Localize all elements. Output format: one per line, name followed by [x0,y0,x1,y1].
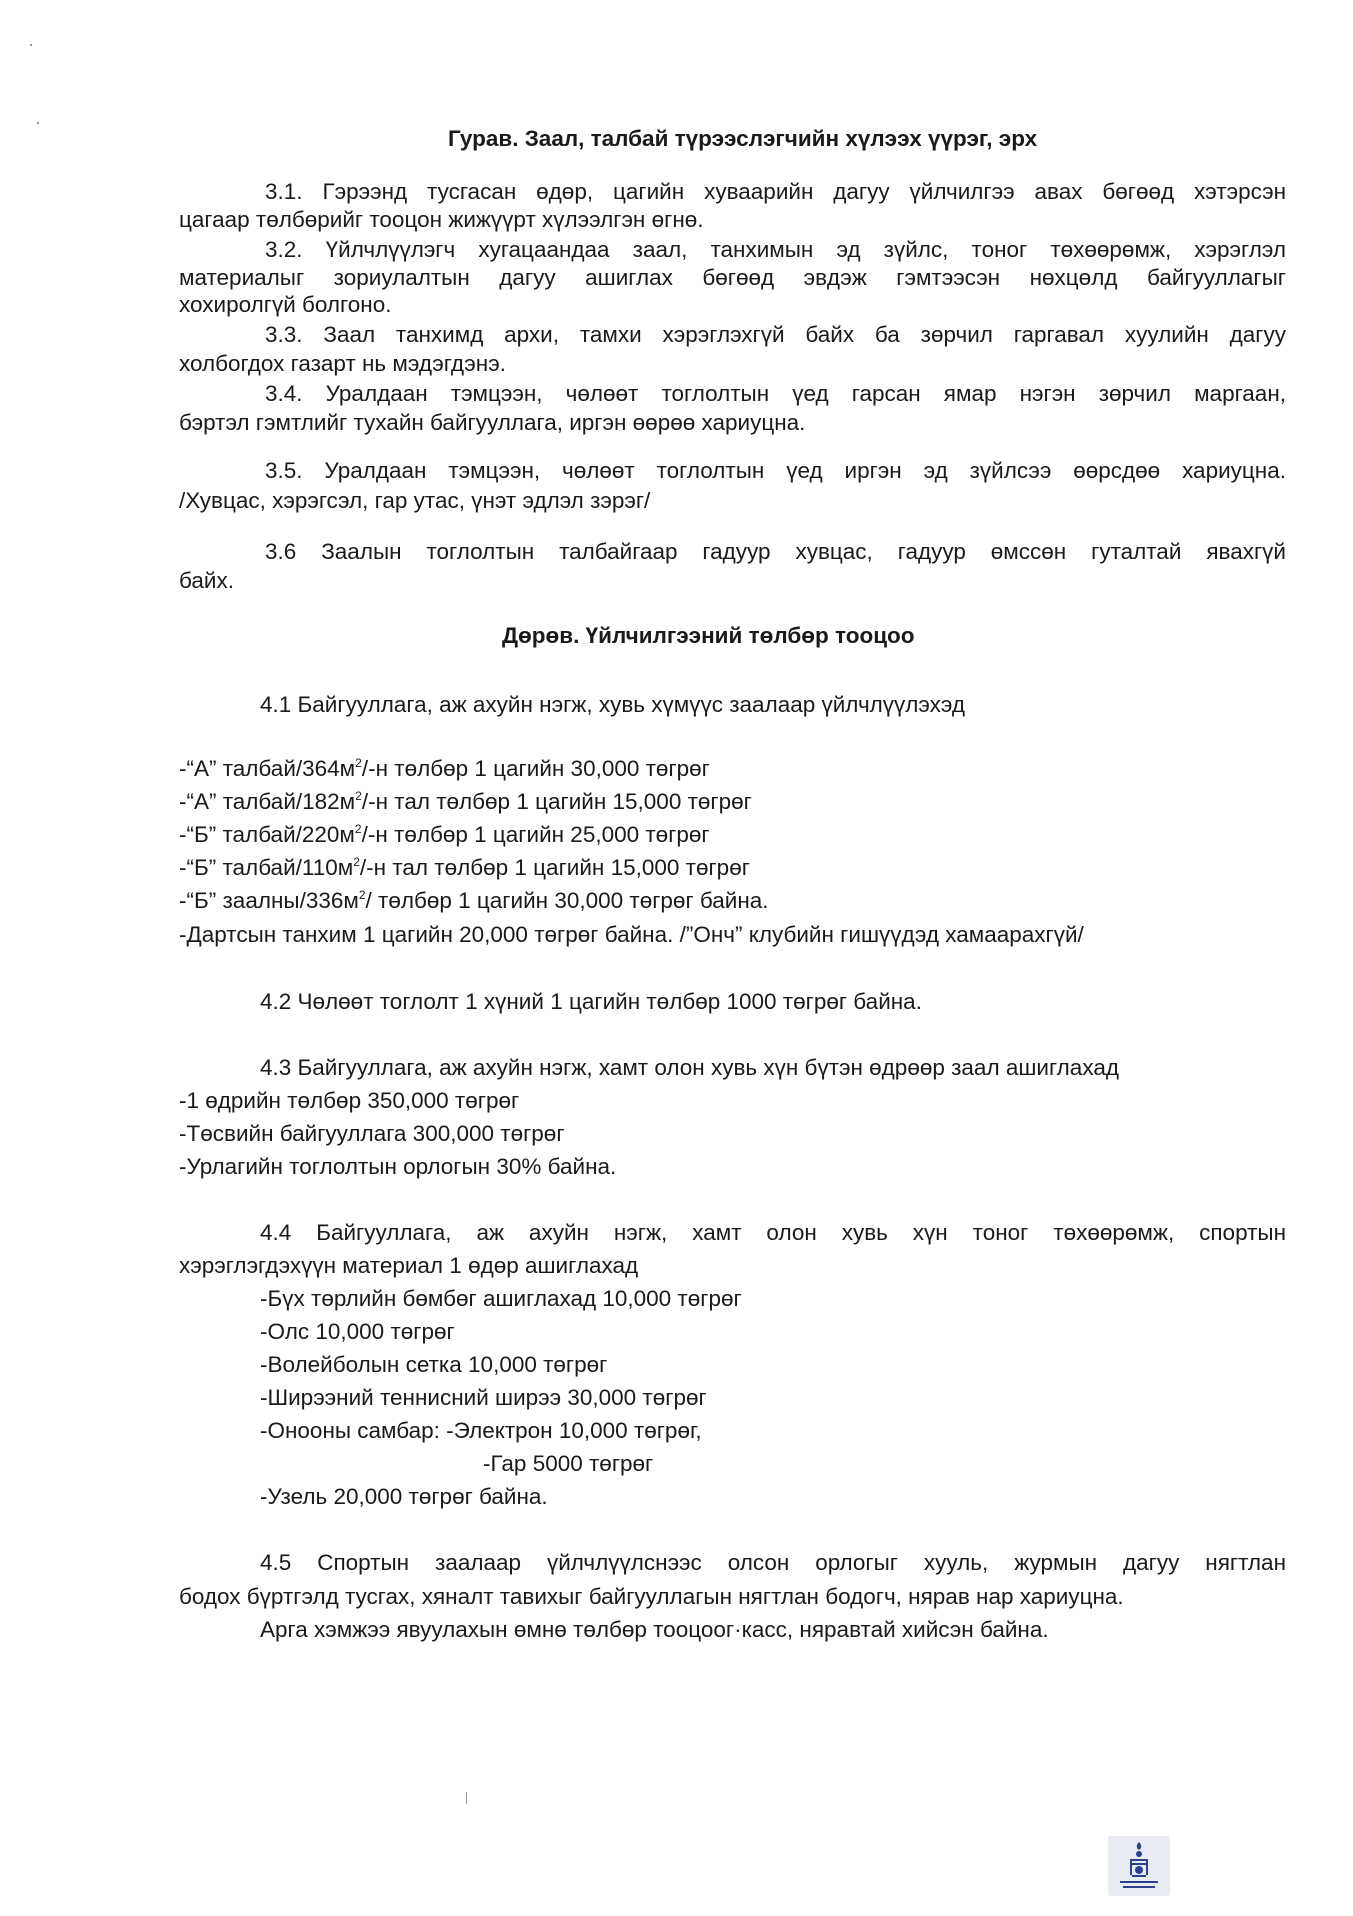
fee-line-b-half: -“Б” талбай/$110м^2/-н$ тал төлбөр 1 цагийн 15,000 төгрөг [179,855,750,880]
section-3-heading: Гурав. Заал, талбай түрээслэгчийн хүлээх үүрэг, эрх [448,126,1038,151]
clause-4-5-line-2: бодох бүртгэлд тусгах, хяналт тавихыг байгууллагын нягтлан бодогч, нярав нар хариуцна. [179,1584,1124,1609]
equipment-item: -Узель 20,000 төгрөг байна. [260,1484,548,1509]
clause-3-2-line-1: 3.2. Үйлчлүүлэгч хугацаандаа заал, танхимын эд зүйлс, тоног төхөөрөмж, хэрэглэл [265,237,1286,262]
clause-3-1-line-1: 3.1. Гэрээнд тусгасан өдөр, цагийн хуваарийн дагуу үйлчилгээ авах бөгөөд хэтэрсэн [265,179,1286,204]
clause-4-3-item: -1 өдрийн төлбөр 350,000 төгрөг [179,1088,520,1113]
clause-4-2: 4.2 Чөлөөт тоглолт 1 хүний 1 цагийн төлбөр 1000 төгрөг байна. [260,989,922,1014]
clause-3-5-line-1: 3.5. Уралдаан тэмцээн, чөлөөт тоглолтын үед иргэн эд зүйлсээ өөрсдөө хариуцна. [265,458,1286,483]
fee-line-b-hall: -“Б” заалны/$336м^2/$ төлбөр 1 цагийн 30,000 төгрөг байна. [179,888,769,913]
equipment-item: -Волейболын сетка 10,000 төгрөг [260,1352,608,1377]
fee-line-b-full: -“Б” талбай/$220м^2/-н$ төлбөр 1 цагийн 25,000 төгрөг [179,822,710,847]
government-seal [1108,1836,1170,1896]
scan-speck [466,1792,467,1804]
equipment-item: -Бүх төрлийн бөмбөг ашиглахад 10,000 төгрөг [260,1286,742,1311]
clause-3-4-line-1: 3.4. Уралдаан тэмцээн, чөлөөт тоглолтын үед гарсан ямар нэгэн зөрчил маргаан, [265,381,1286,406]
fee-line-darts: -Дартсын танхим 1 цагийн 20,000 төгрөг байна. /”Онч” клубийн гишүүдэд хамаарахгүй/ [179,922,1084,947]
section-4-heading: Дөрөв. Үйлчилгээний төлбөр тооцоо [502,623,915,648]
soyombo-icon [1108,1836,1170,1896]
clause-3-6-line-1: 3.6 Заалын тоглолтын талбайгаар гадуур хувцас, гадуур өмссөн гуталтай явахгүй [265,539,1286,564]
equipment-item: -Гар 5000 төгрөг [483,1451,654,1476]
clause-3-2-line-3: хохиролгүй болгоно. [179,292,392,317]
clause-4-4-line-1: 4.4 Байгууллага, аж ахуйн нэгж, хамт олон хувь хүн тоног төхөөрөмж, спортын [260,1220,1286,1245]
clause-3-1-line-2: цагаар төлбөрийг тооцон жижүүрт хүлээлгэн өгнө. [179,207,704,232]
equipment-item: -Онооны самбар: -Электрон 10,000 төгрөг, [260,1418,702,1443]
clause-4-4-line-2: хэрэглэгдэхүүн материал 1 өдөр ашиглахад [179,1253,639,1278]
clause-3-2-line-2: материалыг зориулалтын дагуу ашиглах бөгөөд эвдэж гэмтээсэн нөхцөлд байгууллагыг [179,265,1286,290]
equipment-item: -Олс 10,000 төгрөг [260,1319,455,1344]
fee-line-a-full: -“А” талбай/$364м^2/-н$ төлбөр 1 цагийн 30,000 төгрөг [179,756,710,781]
scan-speck [37,122,39,124]
equipment-item: -Ширээний теннисний ширээ 30,000 төгрөг [260,1385,707,1410]
clause-4-3-item: -Төсвийн байгууллага 300,000 төгрөг [179,1121,565,1146]
scan-speck [30,44,32,46]
clause-3-4-line-2: бэртэл гэмтлийг тухайн байгууллага, иргэн өөрөө хариуцна. [179,410,806,435]
clause-4-1-intro: 4.1 Байгууллага, аж ахуйн нэгж, хувь хүмүүс заалаар үйлчлүүлэхэд [260,692,966,717]
clause-4-5-line-3: Арга хэмжээ явуулахын өмнө төлбөр тооцоог·касс, няравтай хийсэн байна. [260,1617,1049,1642]
clause-4-3-intro: 4.3 Байгууллага, аж ахуйн нэгж, хамт олон хувь хүн бүтэн өдрөөр заал ашиглахад [260,1055,1119,1080]
fee-line-a-half: -“А” талбай/$182м^2/-н$ тал төлбөр 1 цагийн 15,000 төгрөг [179,789,752,814]
clause-3-5-line-2: /Хувцас, хэрэгсэл, гар утас, үнэт эдлэл зэрэг/ [179,488,651,513]
clause-3-3-line-2: холбогдох газарт нь мэдэгдэнэ. [179,351,506,376]
clause-3-6-line-2: байх. [179,568,234,593]
clause-4-3-item: -Урлагийн тоглолтын орлогын 30% байна. [179,1154,617,1179]
clause-4-5-line-1: 4.5 Спортын заалаар үйлчлүүлснээс олсон орлогыг хууль, журмын дагуу нягтлан [260,1550,1286,1575]
clause-3-3-line-1: 3.3. Заал танхимд архи, тамхи хэрэглэхгүй байх ба зөрчил гаргавал хуулийн дагуу [265,322,1286,347]
